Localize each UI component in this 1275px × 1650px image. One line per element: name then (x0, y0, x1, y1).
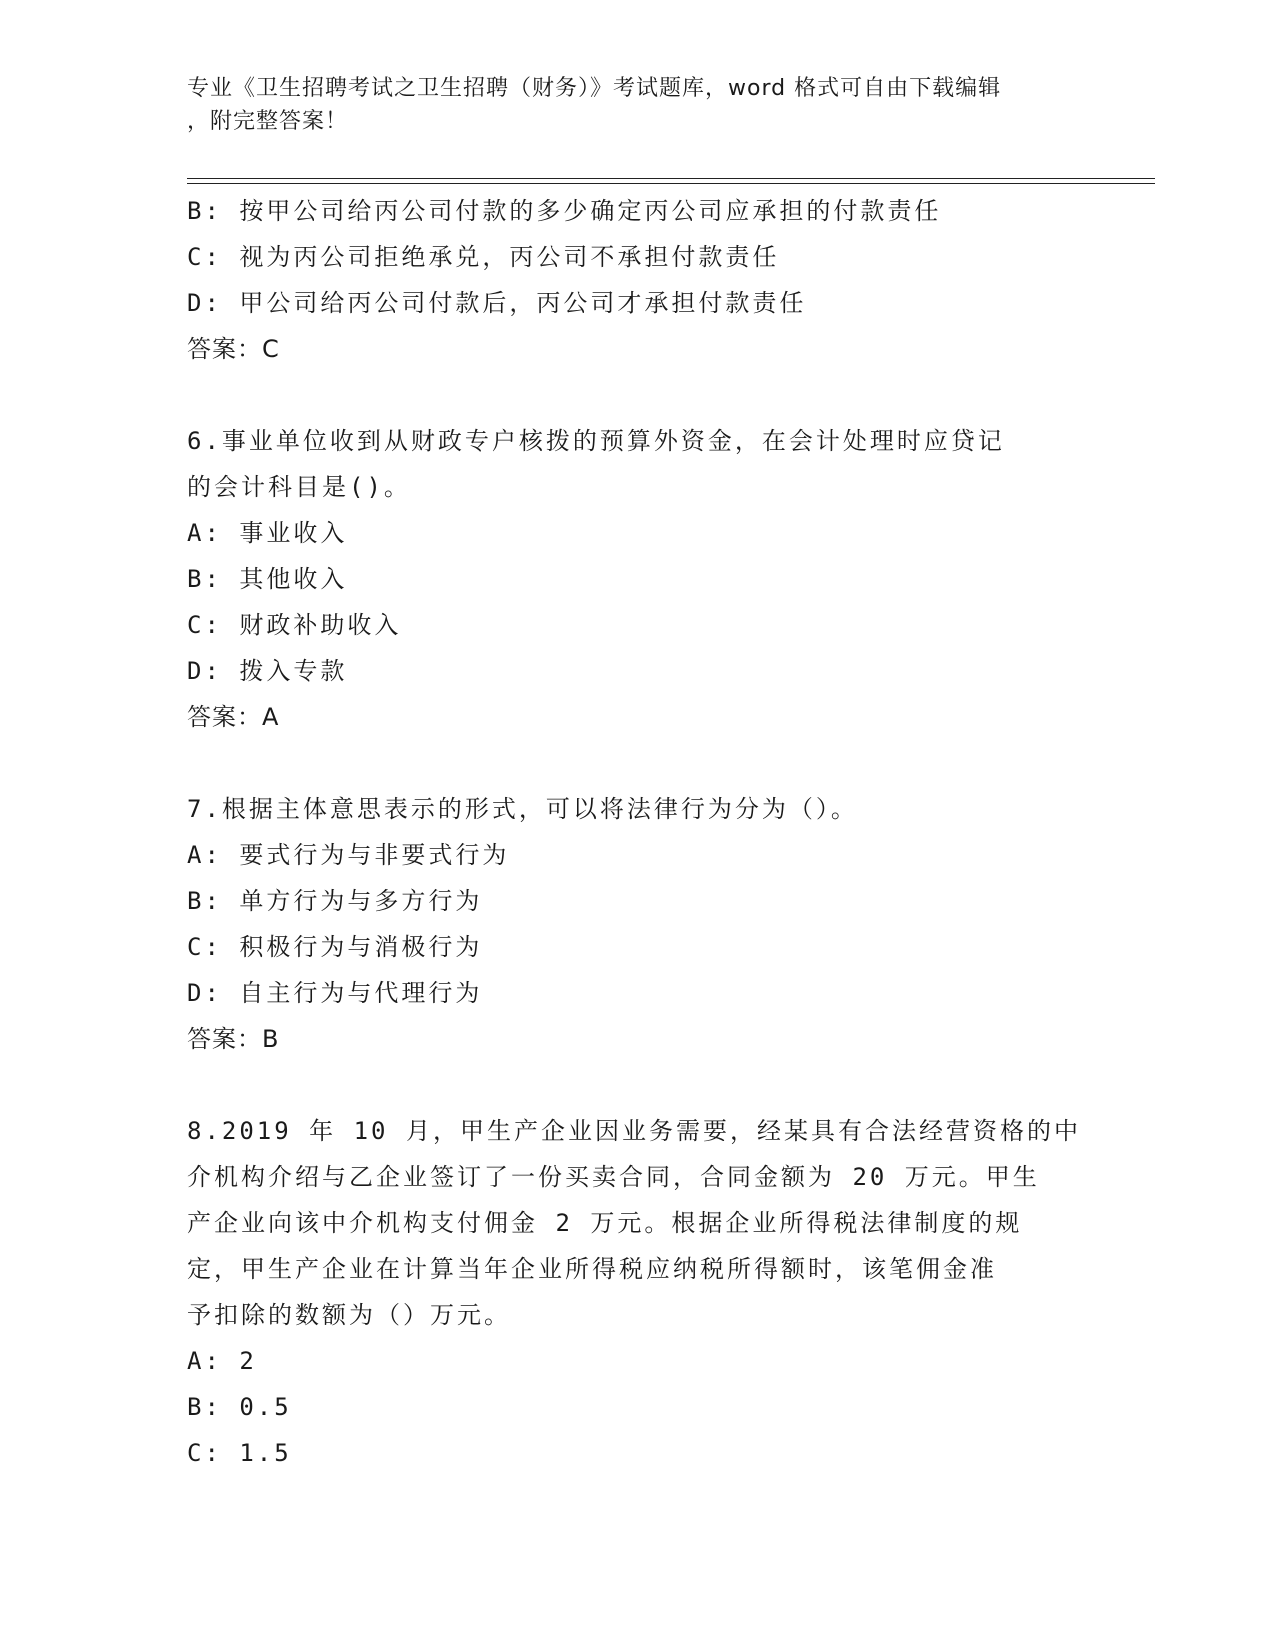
spacer (187, 372, 1087, 418)
option-b: B: 0.5 (187, 1393, 292, 1421)
divider-line-bottom (187, 183, 1155, 184)
option-c: C: 财政补助收入 (187, 611, 402, 639)
answer-line: 答案：B (187, 1025, 280, 1053)
option-b: B: 按甲公司给丙公司付款的多少确定丙公司应承担的付款责任 (187, 197, 942, 225)
document-header (187, 72, 1087, 138)
question-stem-line: 6.事业单位收到从财政专户核拨的预算外资金，在会计处理时应贷记 (187, 427, 1005, 455)
header-line-1: 专业《卫生招聘考试之卫生招聘（财务）》考试题库，word 格式可自由下载编辑 (187, 76, 1002, 101)
spacer (187, 1062, 1087, 1108)
option-d: D: 拨入专款 (187, 657, 348, 685)
question-5 (187, 188, 1087, 372)
question-stem-line: 8.2019 年 10 月，甲生产企业因业务需要，经某具有合法经营资格的中 (187, 1117, 1081, 1145)
header-divider (187, 178, 1155, 184)
answer-line: 答案：A (187, 703, 280, 731)
question-7 (187, 786, 1087, 1062)
option-d: D: 自主行为与代理行为 (187, 979, 483, 1007)
option-a: A: 2 (187, 1347, 257, 1375)
header-line-2: ，附完整答案！ (187, 109, 349, 134)
option-b: B: 单方行为与多方行为 (187, 887, 483, 915)
question-stem-line: 的会计科目是()。 (187, 473, 411, 501)
divider-line-top (187, 178, 1155, 179)
option-a: A: 事业收入 (187, 519, 348, 547)
question-list (187, 188, 1087, 1476)
option-c: C: 1.5 (187, 1439, 292, 1467)
question-stem-line: 定，甲生产企业在计算当年企业所得税应纳税所得额时，该笔佣金准 (187, 1255, 997, 1283)
option-c: C: 视为丙公司拒绝承兑，丙公司不承担付款责任 (187, 243, 780, 271)
option-d: D: 甲公司给丙公司付款后，丙公司才承担付款责任 (187, 289, 807, 317)
question-stem-line: 予扣除的数额为（）万元。 (187, 1301, 511, 1329)
question-stem-line: 介机构介绍与乙企业签订了一份买卖合同，合同金额为 20 万元。甲生 (187, 1163, 1040, 1191)
question-6 (187, 418, 1087, 740)
option-b: B: 其他收入 (187, 565, 348, 593)
option-c: C: 积极行为与消极行为 (187, 933, 483, 961)
option-a: A: 要式行为与非要式行为 (187, 841, 510, 869)
question-stem-line: 7.根据主体意思表示的形式，可以将法律行为分为（）。 (187, 795, 858, 823)
spacer (187, 740, 1087, 786)
answer-line: 答案：C (187, 335, 280, 363)
question-stem-line: 产企业向该中介机构支付佣金 2 万元。根据企业所得税法律制度的规 (187, 1209, 1023, 1237)
question-8 (187, 1108, 1087, 1476)
